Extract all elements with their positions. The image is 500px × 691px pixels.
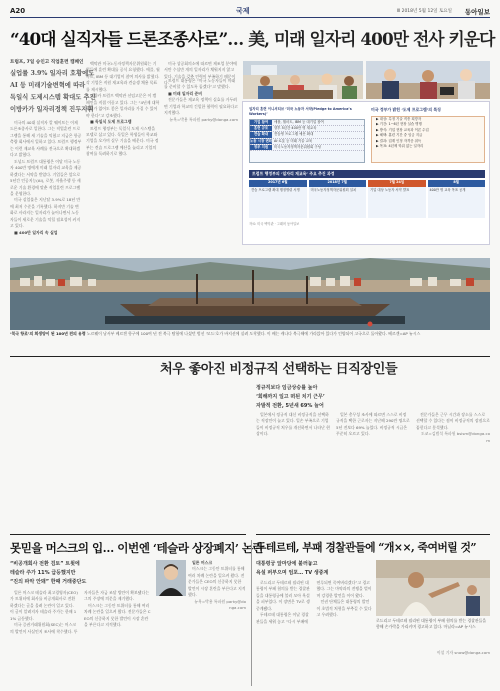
paragraph: 미국 상공회의소에 따르면 제조업 분야에서만 수십만 개의 일자리가 채워지지 않고 있다. 기술을 갖춘 인력이 부족하기 때문이다. [164,61,237,86]
story3-kicker-3: “진의 파악 안돼” 한때 거래중단도 [10,579,87,585]
infographic-source: 자료: 미국 백악관 · 그래픽 동아일보 [249,222,300,226]
harbour-photo-caption [10,331,490,355]
column-three [164,78,238,254]
timeline-step: 8월 400만 명 교육 목표 공개 [428,180,486,218]
timeline-title: 트럼프 행정부의 ‘일자리 재교육’ 주요 추진 과정 [249,170,485,178]
byline: 뉴욕=박용 특파원 parky@donga.com [169,116,238,122]
paragraph: 두테르테 대통령은 이날 경찰관들을 세워 놓고 “다시 부패에 연루되면 죽여버리겠다”고 경고했다. 그는 마약과의 전쟁을 벌이며 강경한 발언을 이어 왔다. [256,580,372,624]
timeline-step: 2018년 7월 미국노동자정책자문위원회 설치 [309,180,367,218]
section-divider [10,356,490,357]
paragraph: 일본 총무성 조사에 따르면 스스로 비정규직을 택한 근로자는 지난해 290만 명으로 5년 전보다 69% 늘었다. 비정규직 시급은 꾸준히 오르고 있다. [336,412,410,437]
paragraph: 미국의 40대 실직자 칼 웨이트는 이제 드론조종사로 일한다. 그는 직업훈련 프로그램을 통해 새 기술을 익혔고 지금은 항공 측량 회사에서 일하고 있다. 트럼프 행정부는 이런 재교육 사례를 전국으로 확대하겠다고 밝혔다. [10,120,82,158]
infographic [242,101,490,245]
table-row: 정부 지원 미국노동자정책자문위원회 구성 [250,145,364,151]
caption-text: 노르웨이 남서부 베르겐 항구에 100여 년 전 북극 탐험에 나섰던 범선 ‘모드’호가 바지선에 실려 도착했다. 이 배는 캐나다 북극해에 가라앉아 있다가 인양되어 고국으로 돌아왔다. 베르겐=AP 뉴시스 [86,331,421,336]
paragraph: 백악관 미국노동자정책자문위원회는 기업들에 훈련 확대를 공식 요청했다. 애플, 월마트, IBM 등 대기업이 참여 의사를 밝혔다. 각 기업은 직원 재교육과 견습생 채용 목표를 제시했다. [86,61,160,92]
middle-article-body [86,61,160,254]
page-header [10,5,490,18]
photo-caption: 일론 머스크 [192,560,213,565]
apprenticeship-features [371,116,485,163]
byline: 이설 기자 snow@donga.com [436,650,490,655]
issue-date: Ⅲ 2018년 5월 12일 토요일 [397,9,452,14]
byline: 뉴욕=박용 특파원 parky@donga.com [194,598,246,611]
story3-kicker-2: 테슬라 주가 11% 급등했지만 [10,570,76,576]
paragraph: 미국 실업률은 지난달 3.9%로 18년 만에 최저 수준을 기록했다. 하지만 기술 변화로 사라지는 일자리가 늘어나면서 노동자들이 새로운 기술을 익힐 필요성이 커지고 있다. [10,197,81,229]
deck-4: 이방카가 일자리정책 진두지휘 [10,106,94,113]
paragraph: 트럼프 대통령은 “미국 노동자들이 미래를 준비할 수 있도록 돕겠다”고 말했다. [164,78,236,90]
paragraph: 로드리고 두테르테 필리핀 대통령이 부패 혐의를 받는 경찰관들을 대통령궁에 불러 모아 욕설을 퍼부었다. 이 장면은 TV로 생중계됐다. [256,580,310,611]
main-headline [10,26,495,50]
timeline-step: 2017년 6월 견습 프로그램 확대 행정명령 서명 [249,180,307,218]
story4-byline-area [376,650,490,686]
paragraph: 트럼프 행정부는 독일식 도제 시스템을 모델로 삼고 있다. 독일은 학생들이 학교와 기업을 오가며 실무 기술을 배운다. 미국 정부는 견습 프로그램 예산을 늘리고 기업의 참여를 독려하기로 했다. [86,125,159,157]
story3-body [10,590,152,686]
pledge-table [249,119,365,163]
newspaper-logo: 동아일보 [464,7,490,16]
table-row: 노동 시장 변화 AI·로봇 등 미래 기술 교육 [250,139,364,145]
infographic-left-title: 일자리 훈련 이니셔티브 ‘미국 노동자 서약(Pledge to America’s Workers)’ [249,107,352,116]
robot-class-photo [366,61,490,99]
list-item: ▶ 결과: 업계 인정 자격증 취득 [376,138,422,143]
story2-body [256,412,490,532]
paragraph: 전문가들은 재교육 정책이 실효를 거두려면 기업과 학교의 긴밀한 협력이 필요하다고 지적했다. [164,97,238,116]
story2-headline: 처우 좋아진 비정규직 선택하는 日직장인들 [160,362,398,377]
subheading: ■ 미래 일자리 준비 [168,90,203,96]
story4-kicker-1: 대통령궁 앞마당에 불러놓고 [256,561,318,567]
infographic-right-title: 미국 정부가 밝힌 ‘도제 프로그램’의 특징 [371,107,441,112]
paragraph: 전문가들은 근무 시간과 장소를 스스로 선택할 수 있다는 점이 비정규직의 장점으로 꼽힌다고 분석했다. [416,412,490,430]
story4-kicker-2: 욕설 퍼부으며 엄포… TV 생중계 [256,570,329,576]
paragraph: 머스크는 그동안 트위터를 통해 여러 차례 논란을 일으켜 왔다. 전문가들은 CEO의 신중하지 못한 발언이 시장 혼란을 부른다고 지적했다. [84,602,151,628]
list-item: ▶ 방식: 기업 현장 교육과 이론 수업 [376,127,429,132]
table-row: 견습 확대 견습생 프로그램 예산 확대 [250,132,364,138]
timeline [249,180,485,218]
list-item: ▶ 혜택: 훈련 기간 중 임금 지급 [376,133,423,138]
story4-body [256,580,372,686]
timeline-step: 7월 24일 기업 대상 노동자 서약 발표 [368,180,426,218]
headline-rest: … 美, 미래 일자리 400만 전사 키운다 [227,29,495,49]
story2-kicker-3: 자발적 전환, 5년새 69% 늘어 [256,403,324,409]
deck-1: 실업률 3.9% 일자리 호황에도 [10,70,95,77]
deck-2: AI 등 미래기술변혁에 따라 [10,82,86,89]
subline: 트럼프, 7일 승인고 직업훈련 캠페인 [10,60,84,65]
subheading: ■ 400만 일자리 속 실업 [14,229,58,235]
list-item: ▶ 기간: 1~6년 현장 실습 병행 [376,122,422,127]
paragraph: 일론 머스크 테슬라 최고경영자(CEO)가 트위터에 회사를 비공개회사로 전환하겠다는 글을 올려 논란이 일고 있다. 이 글이 알려지자 테슬라 주가는 한때 11% 급등했다. [10,590,78,621]
deck-3: 독일식 도제시스템 확대도 추진 [10,94,96,101]
story2-kicker-2: ‘회해까지 일고 떠된 치기 근무’ [256,394,325,400]
table-row: 훈련 규모 향후 5년간 400만 명 재교육 [250,126,364,132]
section-name: 국제 [236,7,250,15]
list-item: ▶ 대상: 특정 기술 직종 희망자 [376,117,422,121]
section-divider [10,534,246,535]
caption-title: ‘북극 항로’의 희생양이 된 100년 전의 유령 [10,331,86,336]
classroom-photo [243,61,363,99]
paragraph: 도널드 트럼프 대통령은 이달 미국 노동자 400만 명에게 미래 일자리 교육을 제공하겠다는 서약을 받았다. 기업들은 앞으로 5년간 인공지능(AI), 로봇, 자율주행 등 새로운 기술 환경에 맞춘 직업훈련 프로그램을 운영한다. [10,158,82,196]
subheading: ■ 독일식 도제 프로그램 [90,119,132,125]
paragraph: 미국 증권거래위원회(SEC)는 머스크의 발언이 사실인지 조사에 착수했다. 투자자들은 자금 조달 방안이 확보됐다는 그의 주장에 의문을 제기했다. [10,590,150,634]
headline-quote: “40대 실직자들 드론조종사로” [10,29,228,49]
column-rule [251,540,252,686]
list-item: ▶ 목표: 4년제 학위 없는 일자리 [376,144,424,149]
story2-kicker-1: 정규직보다 임금상승률 높아 [256,385,318,391]
story4-headline: 두테르테, 부패 경찰관들에 “개××, 죽여버릴 것” [256,541,477,554]
harbour-ship-photo [10,258,490,330]
story3-headline: 못믿을 머스크의 입… 이번엔 ‘테슬라 상장폐지’ 논란 [10,541,264,555]
paragraph: 인권 단체들은 대통령의 발언이 초법적 처형을 부추길 수 있다고 우려했다. [316,599,372,618]
story3-sidebar [188,560,246,686]
musk-portrait-photo [156,560,186,596]
byline: 도쿄=김범석 특파원 bsism@donga.com [420,431,490,443]
story3-kicker-1: “비공개회사 전환 검토” 트윗에 [10,561,80,567]
duterte-photo [376,560,490,616]
duterte-photo-caption: 로드리고 두테르테 필리핀 대통령이 부패 혐의를 받는 경찰관들을 향해 손가락을 가리키며 경고하고 있다. 마닐라=AP 뉴시스 [376,618,487,629]
page-number: A20 [10,7,26,15]
paragraph: 이방카 트럼프 백악관 선임고문은 이 캠페인을 직접 이끌고 있다. 그는 “4년제 대학 학위가 없어도 좋은 일자리를 가질 수 있어야 한다”고 강조했다. [86,93,160,118]
paragraph: 머스크는 그동안 트위터를 통해 여러 차례 논란을 일으켜 왔다. 전문가들은 CEO의 신중하지 못한 발언이 시장 혼란을 부른다고 지적했다. [188,566,246,598]
paragraph: 일본에서 정규직 대신 비정규직을 선택하는 직장인이 늘고 있다. 일손 부족으로 기업들이 비정규직 처우를 개선하면서 나타난 현상이다. [256,412,330,437]
table-row: 기업 참여 애플, 월마트, IBM 등 대기업 참여 [250,120,364,126]
lead-article-body [10,120,82,254]
section-divider [256,534,490,535]
